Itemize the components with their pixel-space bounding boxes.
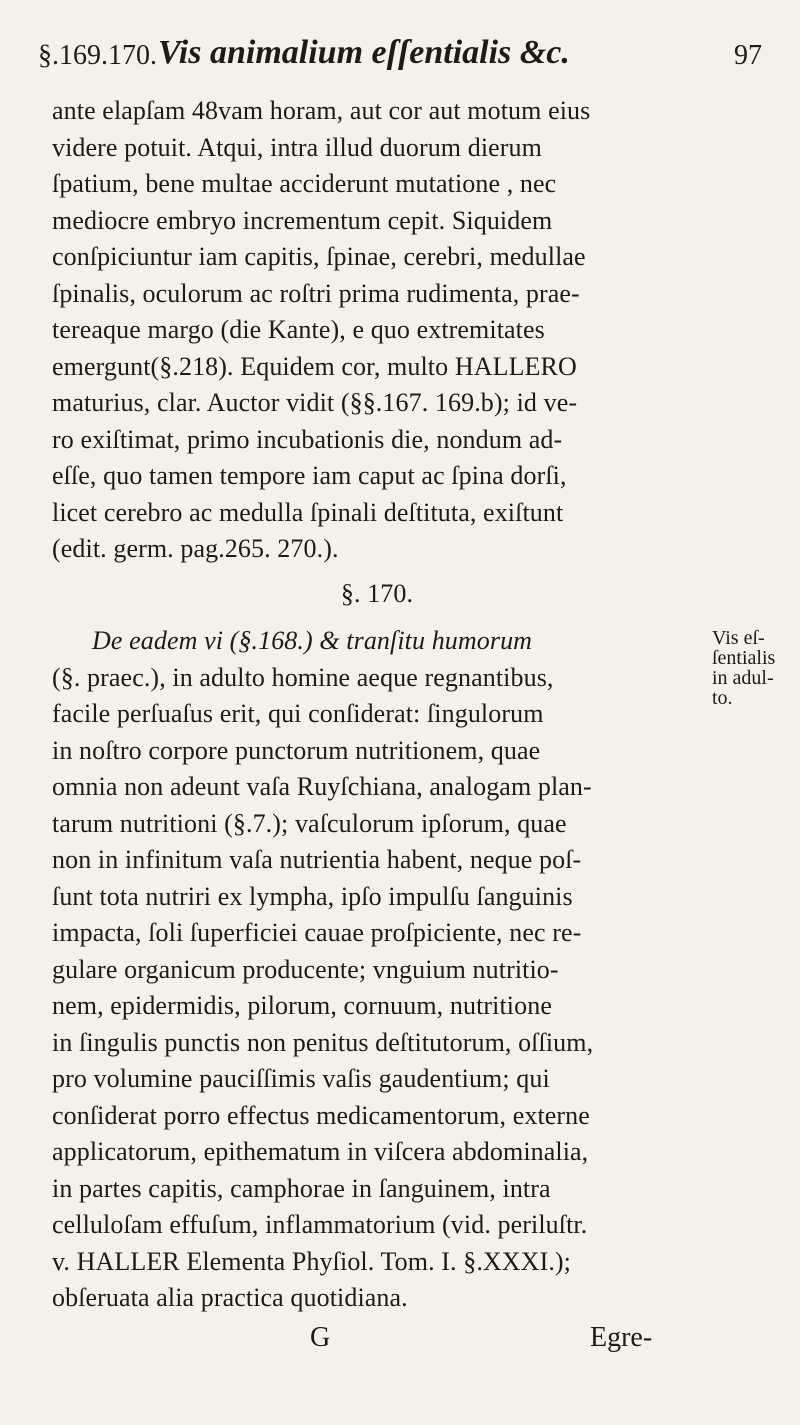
section-heading: §. 170. [340, 579, 414, 608]
text-line: in ſingulis punctis non penitus deſtitutorum, oſſium, [52, 1028, 594, 1057]
text-line: facile perſuaſus erit, qui conſiderat: ſingulorum [52, 699, 544, 728]
text-line: nem, epidermidis, pilorum, cornuum, nutritione [52, 991, 552, 1020]
text-line: videre potuit. Atqui, intra illud duorum dierum [52, 133, 542, 162]
text-line: celluloſam effuſum, inflammatorium (vid. periluſtr. [52, 1210, 588, 1239]
text-line: ro exiſtimat, primo incubationis die, nondum ad- [52, 425, 563, 454]
text-line: obſeruata alia practica quotidiana. [52, 1283, 408, 1312]
text-line: conſpiciuntur iam capitis, ſpinae, cerebri, medullae [52, 242, 586, 271]
text-line: conſiderat porro effectus medicamentorum, externe [52, 1101, 590, 1130]
text-line: gulare organicum producente; vnguium nutritio- [52, 955, 559, 984]
running-head [38, 30, 778, 80]
text-line: in noſtro corpore punctorum nutritionem, quae [52, 736, 541, 765]
signature-mark: G [310, 1322, 331, 1353]
text-line: impacta, ſoli ſuperficiei cauae proſpiciente, nec re- [52, 918, 582, 947]
text-line: non in infinitum vaſa nutrientia habent, neque poſ- [52, 845, 582, 874]
text-line: ſpinalis, oculorum ac roſtri prima rudimenta, prae- [52, 279, 580, 308]
text-line: tereaque margo (die Kante), e quo extremitates [52, 315, 545, 344]
text-line: ſunt tota nutriri ex lympha, ipſo impulſu ſanguinis [52, 882, 573, 911]
text-line: emergunt(§.218). Equidem cor, multo HALLERO [52, 352, 577, 381]
margin-note-line: in adul- [712, 667, 774, 689]
text-line: licet cerebro ac medulla ſpinali deſtituta, exiſtunt [52, 498, 564, 527]
text-line: pro volumine pauciſſimis vaſis gaudentium; qui [52, 1064, 550, 1093]
text-line: v. HALLER Elementa Phyſiol. Tom. I. §.XXXI.); [52, 1247, 572, 1276]
text-line: in partes capitis, camphorae in ſanguinem, intra [52, 1174, 551, 1203]
margin-note-line: to. [712, 687, 733, 709]
text-line: (§. praec.), in adulto homine aeque regnantibus, [52, 663, 554, 692]
margin-note-line: Vis eſ- [712, 627, 765, 649]
catchword: Egre- [590, 1322, 653, 1353]
running-title: Vis animalium eſſentialis &c. [158, 34, 570, 71]
text-line: applicatorum, epithematum in viſcera abdominalia, [52, 1137, 589, 1166]
text-line: tarum nutritioni (§.7.); vaſculorum ipſorum, quae [52, 809, 567, 838]
text-line: maturius, clar. Auctor vidit (§§.167. 169.b); id ve- [52, 388, 578, 417]
page-number: 97 [734, 40, 762, 71]
text-line: (edit. germ. pag.265. 270.). [52, 534, 339, 563]
text-line: mediocre embryo incrementum cepit. Siquidem [52, 206, 553, 235]
text-line: eſſe, quo tamen tempore iam caput ac ſpina dorſi, [52, 461, 567, 490]
text-line: ante elapſam 48vam horam, aut cor aut motum eius [52, 96, 591, 125]
text-line: omnia non adeunt vaſa Ruyſchiana, analogam plan- [52, 772, 592, 801]
margin-note-line: ſentialis [712, 647, 776, 669]
text-line: ſpatium, bene multae acciderunt mutatione , nec [52, 169, 557, 198]
paragraph-heading: De eadem vi (§.168.) & tranſitu humorum [92, 626, 533, 655]
section-reference: §.169.170. [38, 40, 157, 71]
